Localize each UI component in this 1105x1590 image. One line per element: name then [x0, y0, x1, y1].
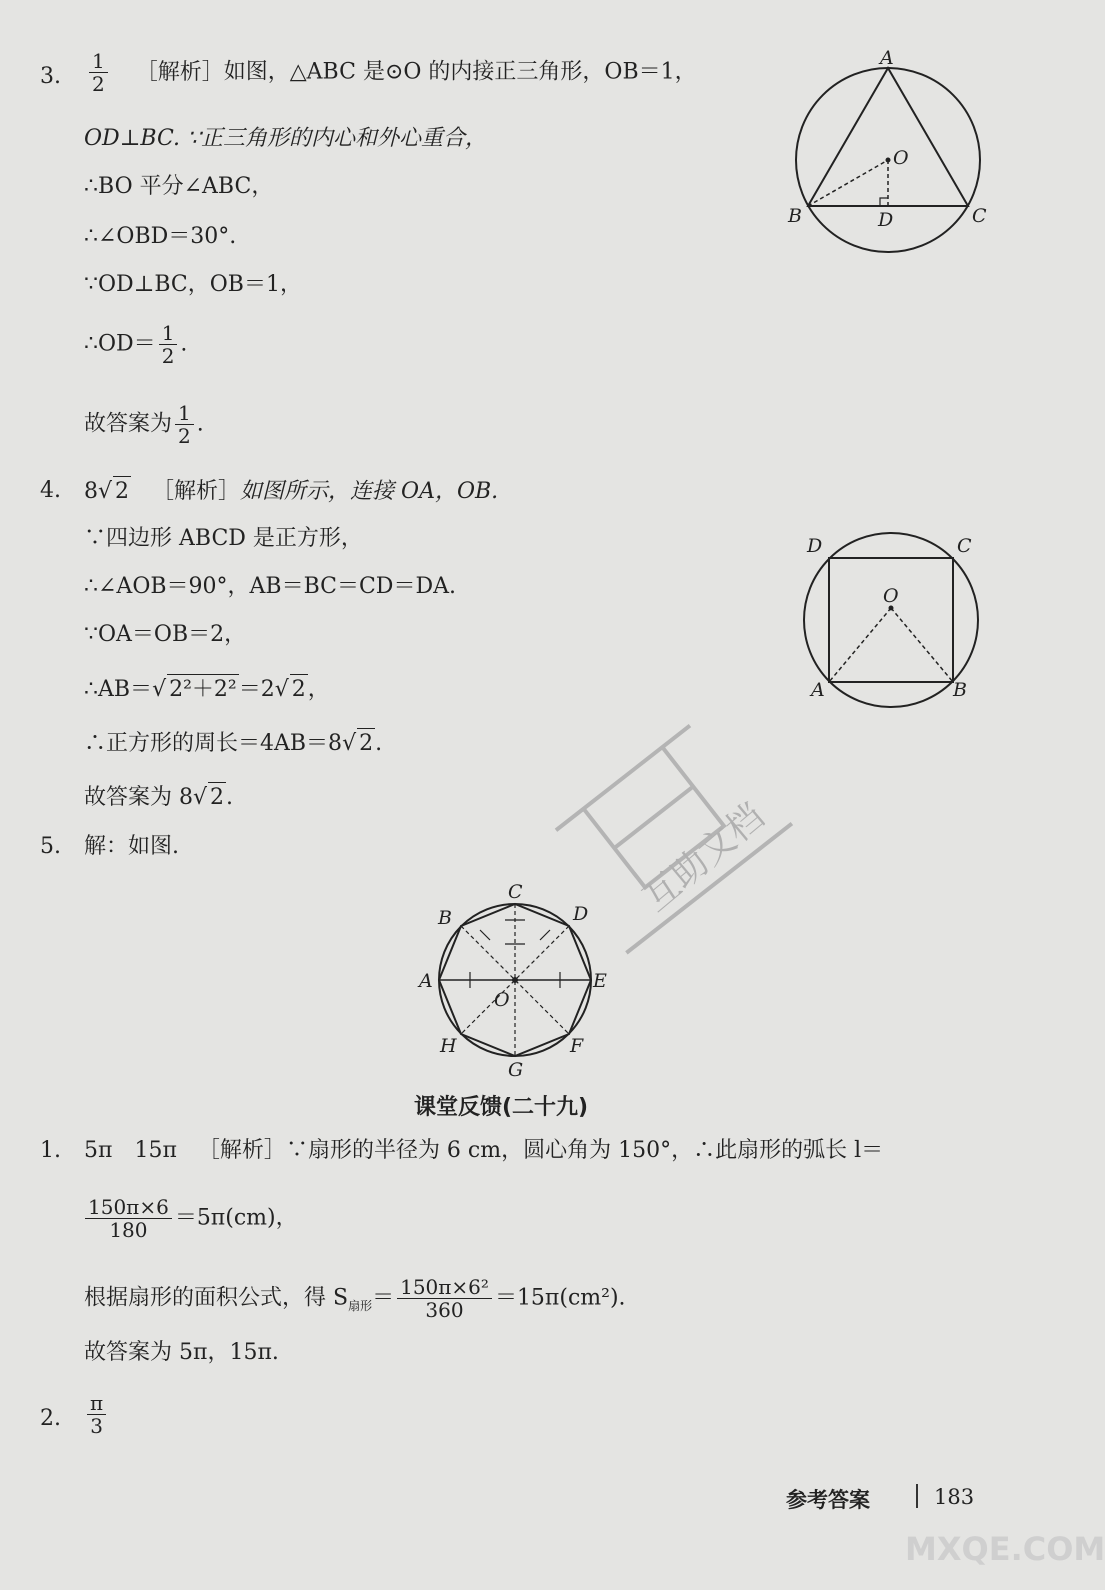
footer-page-number: 183: [934, 1485, 975, 1509]
q4-figure: [795, 530, 995, 715]
s1-line4: 故答案为 5π，15π.: [84, 1340, 279, 1365]
footer-label: 参考答案: [786, 1488, 870, 1512]
label-b: B: [953, 679, 967, 701]
s1-answers: 5π 15π: [84, 1138, 177, 1163]
q3-figure: [780, 40, 1010, 270]
q3-line7: 故答案为 $\frac{1}{2}$ .: [84, 401, 204, 448]
q3-line3: ∴BO 平分∠ABC，: [84, 174, 274, 199]
label-a: A: [811, 679, 825, 701]
label-e: E: [593, 970, 607, 992]
q4-line1: 如图所示，连接 OA，OB.: [240, 479, 499, 504]
q3-header: [86, 50, 697, 95]
q4-line4: ∵OA＝OB＝2，: [84, 622, 247, 647]
label-b: B: [438, 907, 452, 929]
label-o: O: [893, 147, 909, 169]
s1-line2: $\frac{150\pi\times 6}{180}$ ＝5π(cm)，: [82, 1196, 298, 1241]
triangle-abc: [808, 68, 968, 206]
label-h: H: [440, 1035, 457, 1057]
label-c: C: [972, 205, 987, 227]
label-g: G: [508, 1059, 524, 1081]
corner-watermark: MXQE.COM: [905, 1530, 1105, 1568]
watermark-text: 互助文档: [635, 795, 773, 920]
label-f: F: [570, 1035, 584, 1057]
q4-tag: ［解析］: [152, 479, 241, 504]
q3-line6: ∴OD＝ $\frac{1}{2}$ .: [84, 321, 188, 368]
q4-line2: ∵四边形 ABCD 是正方形，: [84, 526, 363, 551]
q4-number: 4.: [40, 478, 61, 503]
label-a: A: [880, 47, 894, 69]
s1-line1: ∵扇形的半径为 6 cm，圆心角为 150°，∴此扇形的弧长 l＝: [285, 1138, 884, 1163]
s1-number: 1.: [40, 1138, 61, 1163]
segment-ob: [891, 608, 953, 682]
q3-line5: ∵OD⊥BC，OB＝1，: [84, 272, 302, 297]
s2-answer: $\frac{\pi}{3}$: [84, 1392, 109, 1437]
footer-divider: [916, 1484, 918, 1508]
s1-header: [84, 1136, 883, 1166]
label-c: C: [508, 881, 523, 903]
right-angle-mark: [880, 198, 888, 206]
q3-answer: $\frac{1}{2}$: [89, 50, 108, 95]
section-title: 课堂反馈(二十九): [414, 1095, 589, 1120]
q4-line5: ∴AB＝√ 2²＋2²＝2√ 2，: [84, 674, 330, 705]
center-dot: [512, 977, 518, 983]
q3-number: 3.: [40, 64, 61, 89]
label-b: B: [788, 205, 802, 227]
s1-tag: ［解析］: [197, 1138, 286, 1163]
label-c: C: [957, 535, 972, 557]
label-o: O: [494, 989, 510, 1011]
center-dot: [886, 158, 891, 163]
s2-number: 2.: [40, 1406, 61, 1431]
q5-text: 解：如图.: [84, 834, 179, 859]
q3-line1: 如图，△ABC 是⊙O 的内接正三角形，OB＝1，: [223, 59, 697, 85]
square-abcd: [829, 558, 953, 682]
q4-line6: ∴正方形的周长＝4AB＝8√ 2.: [84, 728, 382, 759]
q5-number: 5.: [40, 834, 61, 859]
label-d: D: [573, 903, 589, 925]
q4-header: [84, 476, 498, 507]
q3-tag: ［解析］: [135, 59, 224, 85]
segment-oa: [829, 608, 891, 682]
label-d: D: [878, 209, 894, 231]
s1-line3: 根据扇形的面积公式，得 $S_{扇形}=$ $\frac{\text{150π×6²}}{360}$ ＝15π(cm²).: [84, 1275, 626, 1322]
label-o: O: [883, 585, 899, 607]
q4-answer: 8√ 2: [84, 479, 131, 504]
label-a: A: [419, 970, 433, 992]
q4-line7: 故答案为 8√ 2.: [84, 782, 233, 813]
q4-line3: ∴∠AOB＝90°，AB＝BC＝CD＝DA.: [84, 574, 456, 599]
q3-line2: OD⊥BC. ∵正三角形的内心和外心重合，: [84, 126, 487, 151]
watermark-logo: [520, 690, 820, 970]
q3-line4: ∴∠OBD＝30°.: [84, 224, 237, 249]
label-d: D: [807, 535, 823, 557]
segment-ob: [808, 160, 888, 206]
